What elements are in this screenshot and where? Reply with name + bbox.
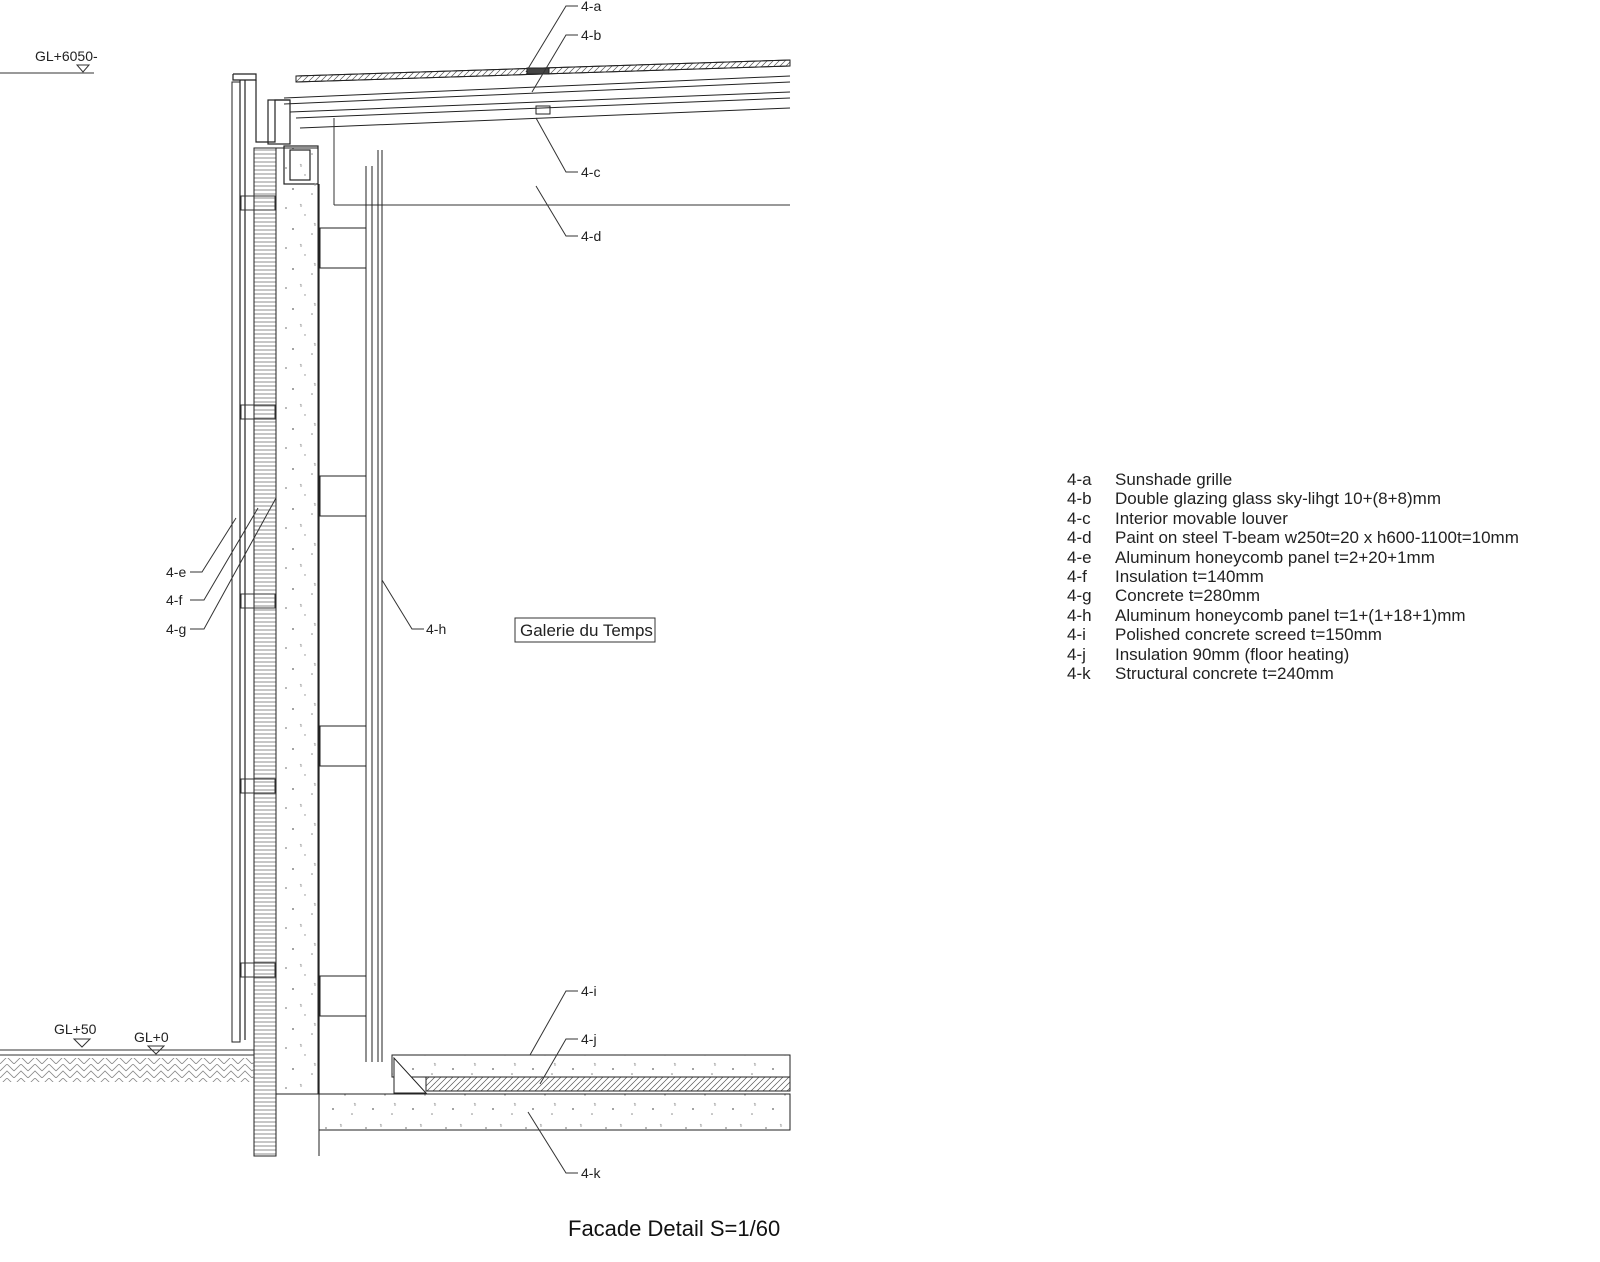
- legend-row: [1067, 528, 1519, 547]
- legend-text: Interior movable louver: [1115, 508, 1288, 528]
- legend-code: 4-i: [1067, 625, 1086, 645]
- tag-4-d: 4-d: [581, 228, 602, 244]
- tag-4-g: 4-g: [166, 621, 187, 637]
- legend-row: [1067, 645, 1519, 664]
- exterior-ground: [0, 1021, 254, 1082]
- legend-code: 4-g: [1067, 586, 1092, 606]
- legend-text: Aluminum honeycomb panel t=1+(1+18+1)mm: [1115, 605, 1466, 625]
- drawing-title: Facade Detail S=1/60: [568, 1216, 781, 1241]
- legend-row: [1067, 489, 1519, 508]
- legend-row: [1067, 509, 1519, 528]
- legend-code: 4-a: [1067, 470, 1092, 489]
- legend-row: [1067, 470, 1519, 489]
- interior-panel: [320, 150, 382, 1062]
- legend-text: Polished concrete screed t=150mm: [1115, 625, 1382, 645]
- room-label-text: Galerie du Temps: [520, 621, 653, 640]
- legend-code: 4-j: [1067, 644, 1086, 664]
- skylight-roof: [284, 60, 790, 128]
- legend-row: [1067, 567, 1519, 586]
- room-label: [515, 618, 655, 642]
- steel-t-beam: [334, 118, 790, 205]
- tag-4-i: 4-i: [581, 983, 597, 999]
- tag-4-f: 4-f: [166, 592, 183, 608]
- level-ground-outside-label: GL+50: [54, 1021, 97, 1037]
- legend-code: 4-c: [1067, 508, 1091, 528]
- level-ground-zero-label: GL+0: [134, 1029, 169, 1045]
- legend-row: [1067, 625, 1519, 644]
- legend-text: Concrete t=280mm: [1115, 586, 1261, 606]
- legend-text: Aluminum honeycomb panel t=2+20+1mm: [1115, 547, 1435, 567]
- legend-code: 4-b: [1067, 489, 1092, 509]
- tag-4-k: 4-k: [581, 1165, 601, 1181]
- legend-text: Paint on steel T-beam w250t=20 x h600-1100t=10mm: [1115, 528, 1519, 548]
- legend-row: [1067, 664, 1519, 683]
- legend-row: [1067, 606, 1519, 625]
- tag-4-h: 4-h: [426, 621, 447, 637]
- legend-text: Double glazing glass sky-lihgt 10+(8+8)mm: [1115, 489, 1441, 509]
- level-marker-top: [0, 48, 98, 73]
- tag-4-e: 4-e: [166, 564, 187, 580]
- tag-4-j: 4-j: [581, 1031, 597, 1047]
- level-top-label: GL+6050-: [35, 48, 98, 64]
- tag-4-b: 4-b: [581, 27, 602, 43]
- legend-row: [1067, 586, 1519, 605]
- legend-code: 4-f: [1067, 567, 1087, 587]
- legend-text: Insulation t=140mm: [1115, 567, 1264, 587]
- legend-code: 4-k: [1067, 664, 1091, 684]
- tag-4-c: 4-c: [581, 164, 601, 180]
- legend-code: 4-h: [1067, 605, 1092, 625]
- legend-code: 4-e: [1067, 547, 1092, 567]
- legend: [1067, 470, 1519, 683]
- floor-slab: [319, 1055, 790, 1156]
- legend-row: [1067, 548, 1519, 567]
- legend-code: 4-d: [1067, 528, 1092, 548]
- legend-text: Insulation 90mm (floor heating): [1115, 644, 1350, 664]
- legend-text: Structural concrete t=240mm: [1115, 664, 1334, 684]
- tag-4-a: 4-a: [581, 0, 602, 14]
- legend-text: Sunshade grille: [1115, 470, 1233, 489]
- leaders: [190, 6, 578, 1173]
